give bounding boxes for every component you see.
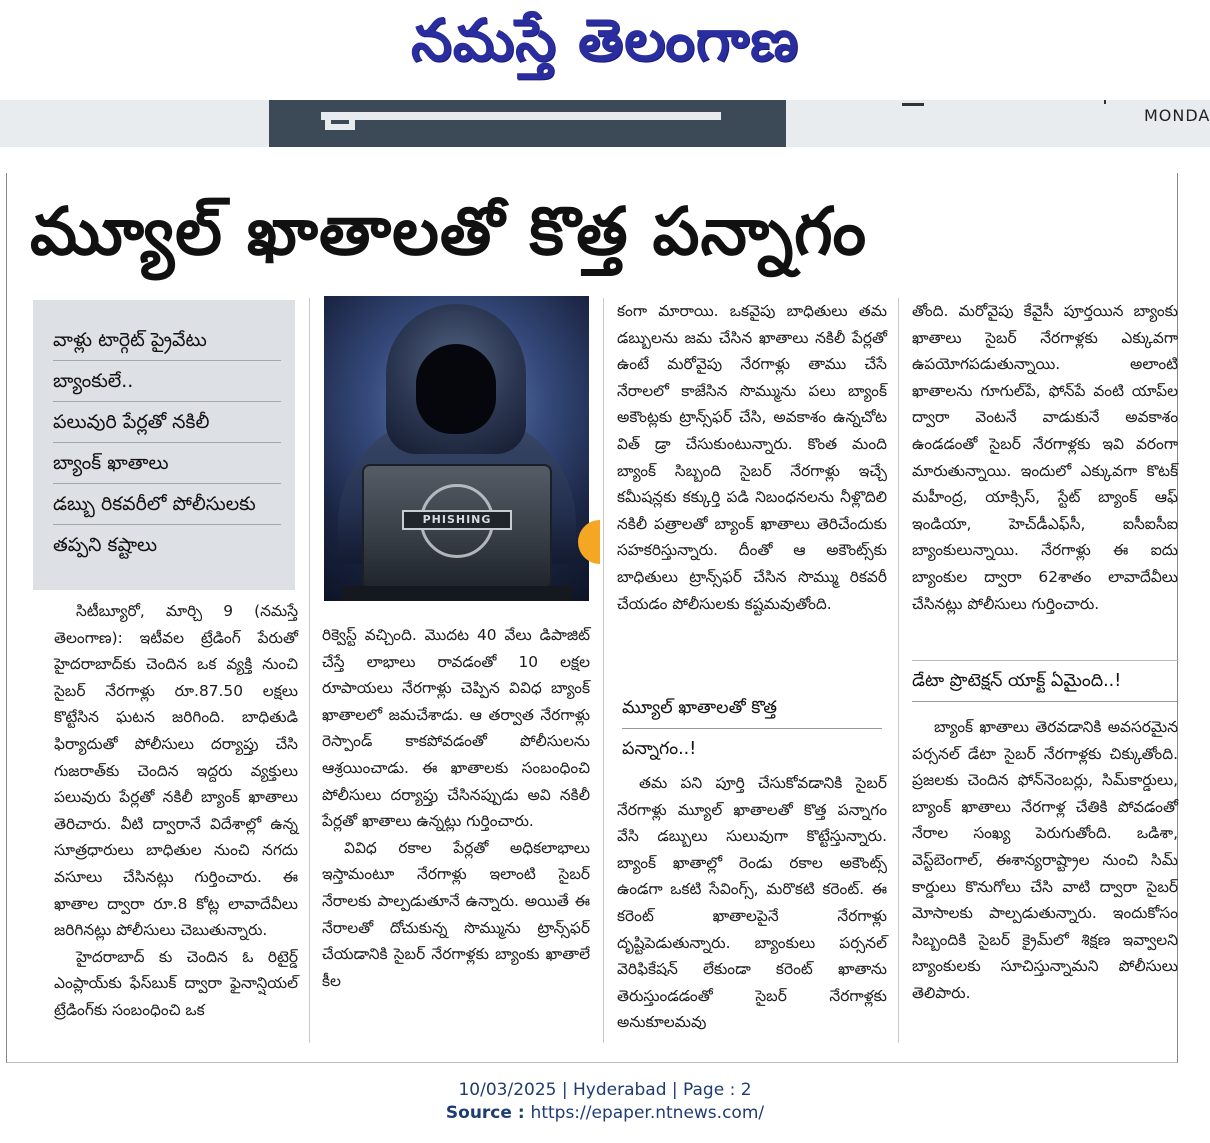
article-column-2 [322,622,590,994]
highlights-box [33,300,295,590]
column-rule [603,298,604,1043]
subheading-line: మ్యూల్ ఖాతాలతో కొత్త [622,688,882,729]
footer-source-label: Source : [445,1103,531,1123]
article-paragraph: కంగా మారాయి. ఒకవైపు బాధితులు తమ డబ్బులను జమ చేసిన ఖాతాలు నకిలీ పేర్లతో ఉంటే మరోవైపు నేరగాళ్లు తాము చేసే నేరాలలో కాజేసిన సొమ్మును పలు బ్యాంక్ అకౌంట్లకు ట్రాన్స్‌ఫర్ చేసి, అవకాశం ఉన్నచోట విత్ డ్రా చేసుకుంటున్నారు. కొంత మంది బ్యాంక్ సిబ్బంది సైబర్ నేరగాళ్లు ఇచ్చే కమీషన్లకు కక్కుర్తి పడి నిబంధనలను నీళ్లొదిలి నకిలీ పత్రాలతో బ్యాంక్ ఖాతాలు తెరిచేందుకు సహకరిస్తున్నారు. దీంతో ఆ అకౌంట్స్‌కు బాధితులు ట్రాన్స్‌ఫర్ చేసిన సొమ్ము రికవరీ చేయడం పోలీసులకు కష్టమవుతోంది. [617,302,887,613]
highlight-line: తప్పని కష్టాలు [53,534,158,556]
banner-bar [1104,100,1106,104]
article-headline: మ్యూల్ ఖాతాలతో కొత్త పన్నాగం [30,193,868,270]
banner-image [269,100,786,147]
newspaper-logo: నమస్తే తెలంగాణ [411,6,799,74]
article-paragraph: తమ పని పూర్తి చేసుకోవడానికి సైబర్ నేరగాళ్లు మ్యూల్ ఖాతాలతో కొత్త పన్నాగం వేసి డబ్బులు సులువుగా కొట్టేస్తున్నారు. బ్యాంక్ ఖాతాల్లో రెండు రకాల అకౌంట్స్ ఉండగా ఒకటి సేవింగ్స్, మరొకటి కరెంట్. ఈ కరెంట్ ఖాతాలపైనే నేరగాళ్లు దృష్టిపెడుతున్నారు. బ్యాంకులు పర్సనల్ వెరిఫికేషన్ లేకుండా కరెంట్ ఖాతాను తెరుస్తుండడంతో సైబర్ నేరగాళ్లకు అనుకూలమవు [617,774,887,1032]
footer-date-line: 10/03/2025 | Hyderabad | Page : 2 [458,1080,752,1100]
subheading-data-protection: డేటా ప్రొటెక్షన్ యాక్ట్ ఏమైంది..! [912,660,1178,702]
column-rule [898,298,899,1043]
article-paragraph: రిక్వెస్ట్ వచ్చింది. మొదట 40 వేలు డిపాజిట్ చేస్తే లాభాలు రావడంతో 10 లక్షల రూపాయలు నేరగాళ్లు చెప్పిన వివిధ బ్యాంక్ ఖాతాలలో జమచేశాడు. ఆ తర్వాత నేరగాళ్లు రెస్పాండ్ కాకపోవడంతో పోలీసులను ఆశ్రయించాడు. ఈ ఖాతాలకు సంబంధించి పోలీసులు దర్యాప్తు చేసినప్పుడు అవి నకిలీ పేర్లతో ఖాతాలు ఉన్నట్లు గుర్తించారు. [322,626,590,831]
highlight-line: బ్యాంక్ ఖాతాలు [53,443,281,484]
article-column-4-body [912,714,1178,1007]
hacker-photo [324,296,589,601]
masthead [0,0,1210,100]
phishing-stamp-label: PHISHING [402,510,512,530]
article-column-4 [912,298,1178,617]
highlight-line: బ్యాంకులే.. [53,361,281,402]
article-paragraph: బ్యాంక్ ఖాతాలు తెరవడానికి అవసరమైన పర్సనల్ డేటా సైబర్ నేరగాళ్లకు చిక్కుతోంది. ప్రజలకు చెందిన ఫోన్‌నెంబర్లు, సిమ్‌కార్డులు, బ్యాంక్ ఖాతాలు నేరగాళ్ల చేతికి పోవడంతో నేరాల సంఖ్య పెరుగుతోంది. ఒడిశా, వెస్ట్‌బెంగాల్, ఈశాన్యరాష్ట్రాల నుంచి సిమ్ కార్డులు కొనుగోలు చేసి వాటి ద్వారా సైబర్ మోసాలకు పాల్పడుతున్నారు. ఇందుకోసం సిబ్బందికి సైబర్ క్రైమ్‌లో శిక్షణ ఇవ్వాలని బ్యాంకులకు సూచిస్తున్నామని పోలీసులు తెలిపారు. [912,718,1178,1002]
article-paragraph: సిటీబ్యూరో, మార్చి 9 (నమస్తే తెలంగాణ): ఇటీవల ట్రేడింగ్ పేరుతో హైదరాబాద్‌కు చెందిన ఒక వ్యక్తి నుంచి సైబర్ నేరగాళ్లు రూ.87.50 లక్షలు కొట్టేసిన ఘటన జరిగింది. బాధితుడి ఫిర్యాదుతో పోలీసులు దర్యాప్తు చేసి గుజరాత్‌కు చెందిన ఇద్దరు వ్యక్తులు పలువురు పేర్లతో నకిలీ బ్యాంక్ ఖాతాలు తెరిచారు. వీటి ద్వారానే విదేశాల్లో ఉన్న సూత్రధారులు బాధితుల నుంచి నగదు వసూలు చేసినట్లు గుర్తించారు. ఈ ఖాతాల ద్వారా రూ.8 కోట్ల లావాదేవీలు జరిగినట్లు పోలీసులు చెబుతున్నారు. [54,602,298,940]
article-column-3 [617,298,887,617]
source-link[interactable]: https://epaper.ntnews.com/ [530,1103,765,1123]
banner-glyph [321,100,721,120]
article-column-1 [54,598,298,1024]
banner-day: MONDA [1144,106,1210,125]
article-paragraph: తోంది. మరోవైపు కేవైసీ పూర్తయిన బ్యాంకు ఖాతాలు సైబర్ నేరగాళ్లకు ఎక్కువగా ఉపయోగపడుతున్నాయి. అలాంటి ఖాతాలను గూగుల్‌పే, ఫోన్‌పే వంటి యాప్‌ల ద్వారా వెంటనే వాడుకునే అవకాశం ఉండడంతో సైబర్ నేరగాళ్లకు ఇవి వరంగా మారుతున్నాయి. ఇందులో ఎక్కువగా కొటక్ మహీంద్ర, యాక్సిస్, స్టేట్ బ్యాంక్ ఆఫ్ ఇండియా, హెచ్‌డీఎఫ్‌సీ, ఐసీఐసీఐ బ్యాంకులున్నాయి. నేరగాళ్లు ఈ ఐదు బ్యాంకుల ద్వారా 62శాతం లావాదేవీలు చేసినట్లు పోలీసులు గుర్తించారు. [912,302,1178,613]
banner-mark [902,103,924,106]
article-column-3-body [617,770,887,1036]
highlight-line: పలువురి పేర్లతో నకిలీ [53,402,281,443]
highlight-line: వాళ్లు టార్గెట్ ప్రైవేటు [53,320,281,361]
footer-source [0,1103,1210,1123]
article-paragraph: హైదరాబాద్ కు చెందిన ఓ రిటైర్డ్ ఎంప్లాయ్‌కు ఫేస్‌బుక్ ద్వారా ఫైనాన్షియల్ ట్రేడింగ్‌కు సంబంధించి ఒక [54,947,298,1019]
article-paragraph: వివిధ రకాల పేర్లతో అధికలాభాలు ఇస్తామంటూ నేరగాళ్లు ఇలాంటి సైబర్ నేరాలకు పాల్పడుతూనే ఉన్నారు. అయితే ఈ నేరాలతో దోచుకున్న సొమ్మును ట్రాన్స్‌ఫర్ చేయడానికి సైబర్ నేరగాళ్లకు బ్యాంకు ఖాతాలే కీల [322,838,590,990]
subheading-line: పన్నాగం..! [622,739,697,759]
hacker-face-shadow [416,344,496,434]
subheading-mule-accounts [622,688,882,769]
column-rule [309,298,310,1043]
banner-glyph-2 [325,114,355,130]
laptop-base [342,586,572,601]
highlight-line: డబ్బు రికవరీలో పోలీసులకు [53,484,281,525]
